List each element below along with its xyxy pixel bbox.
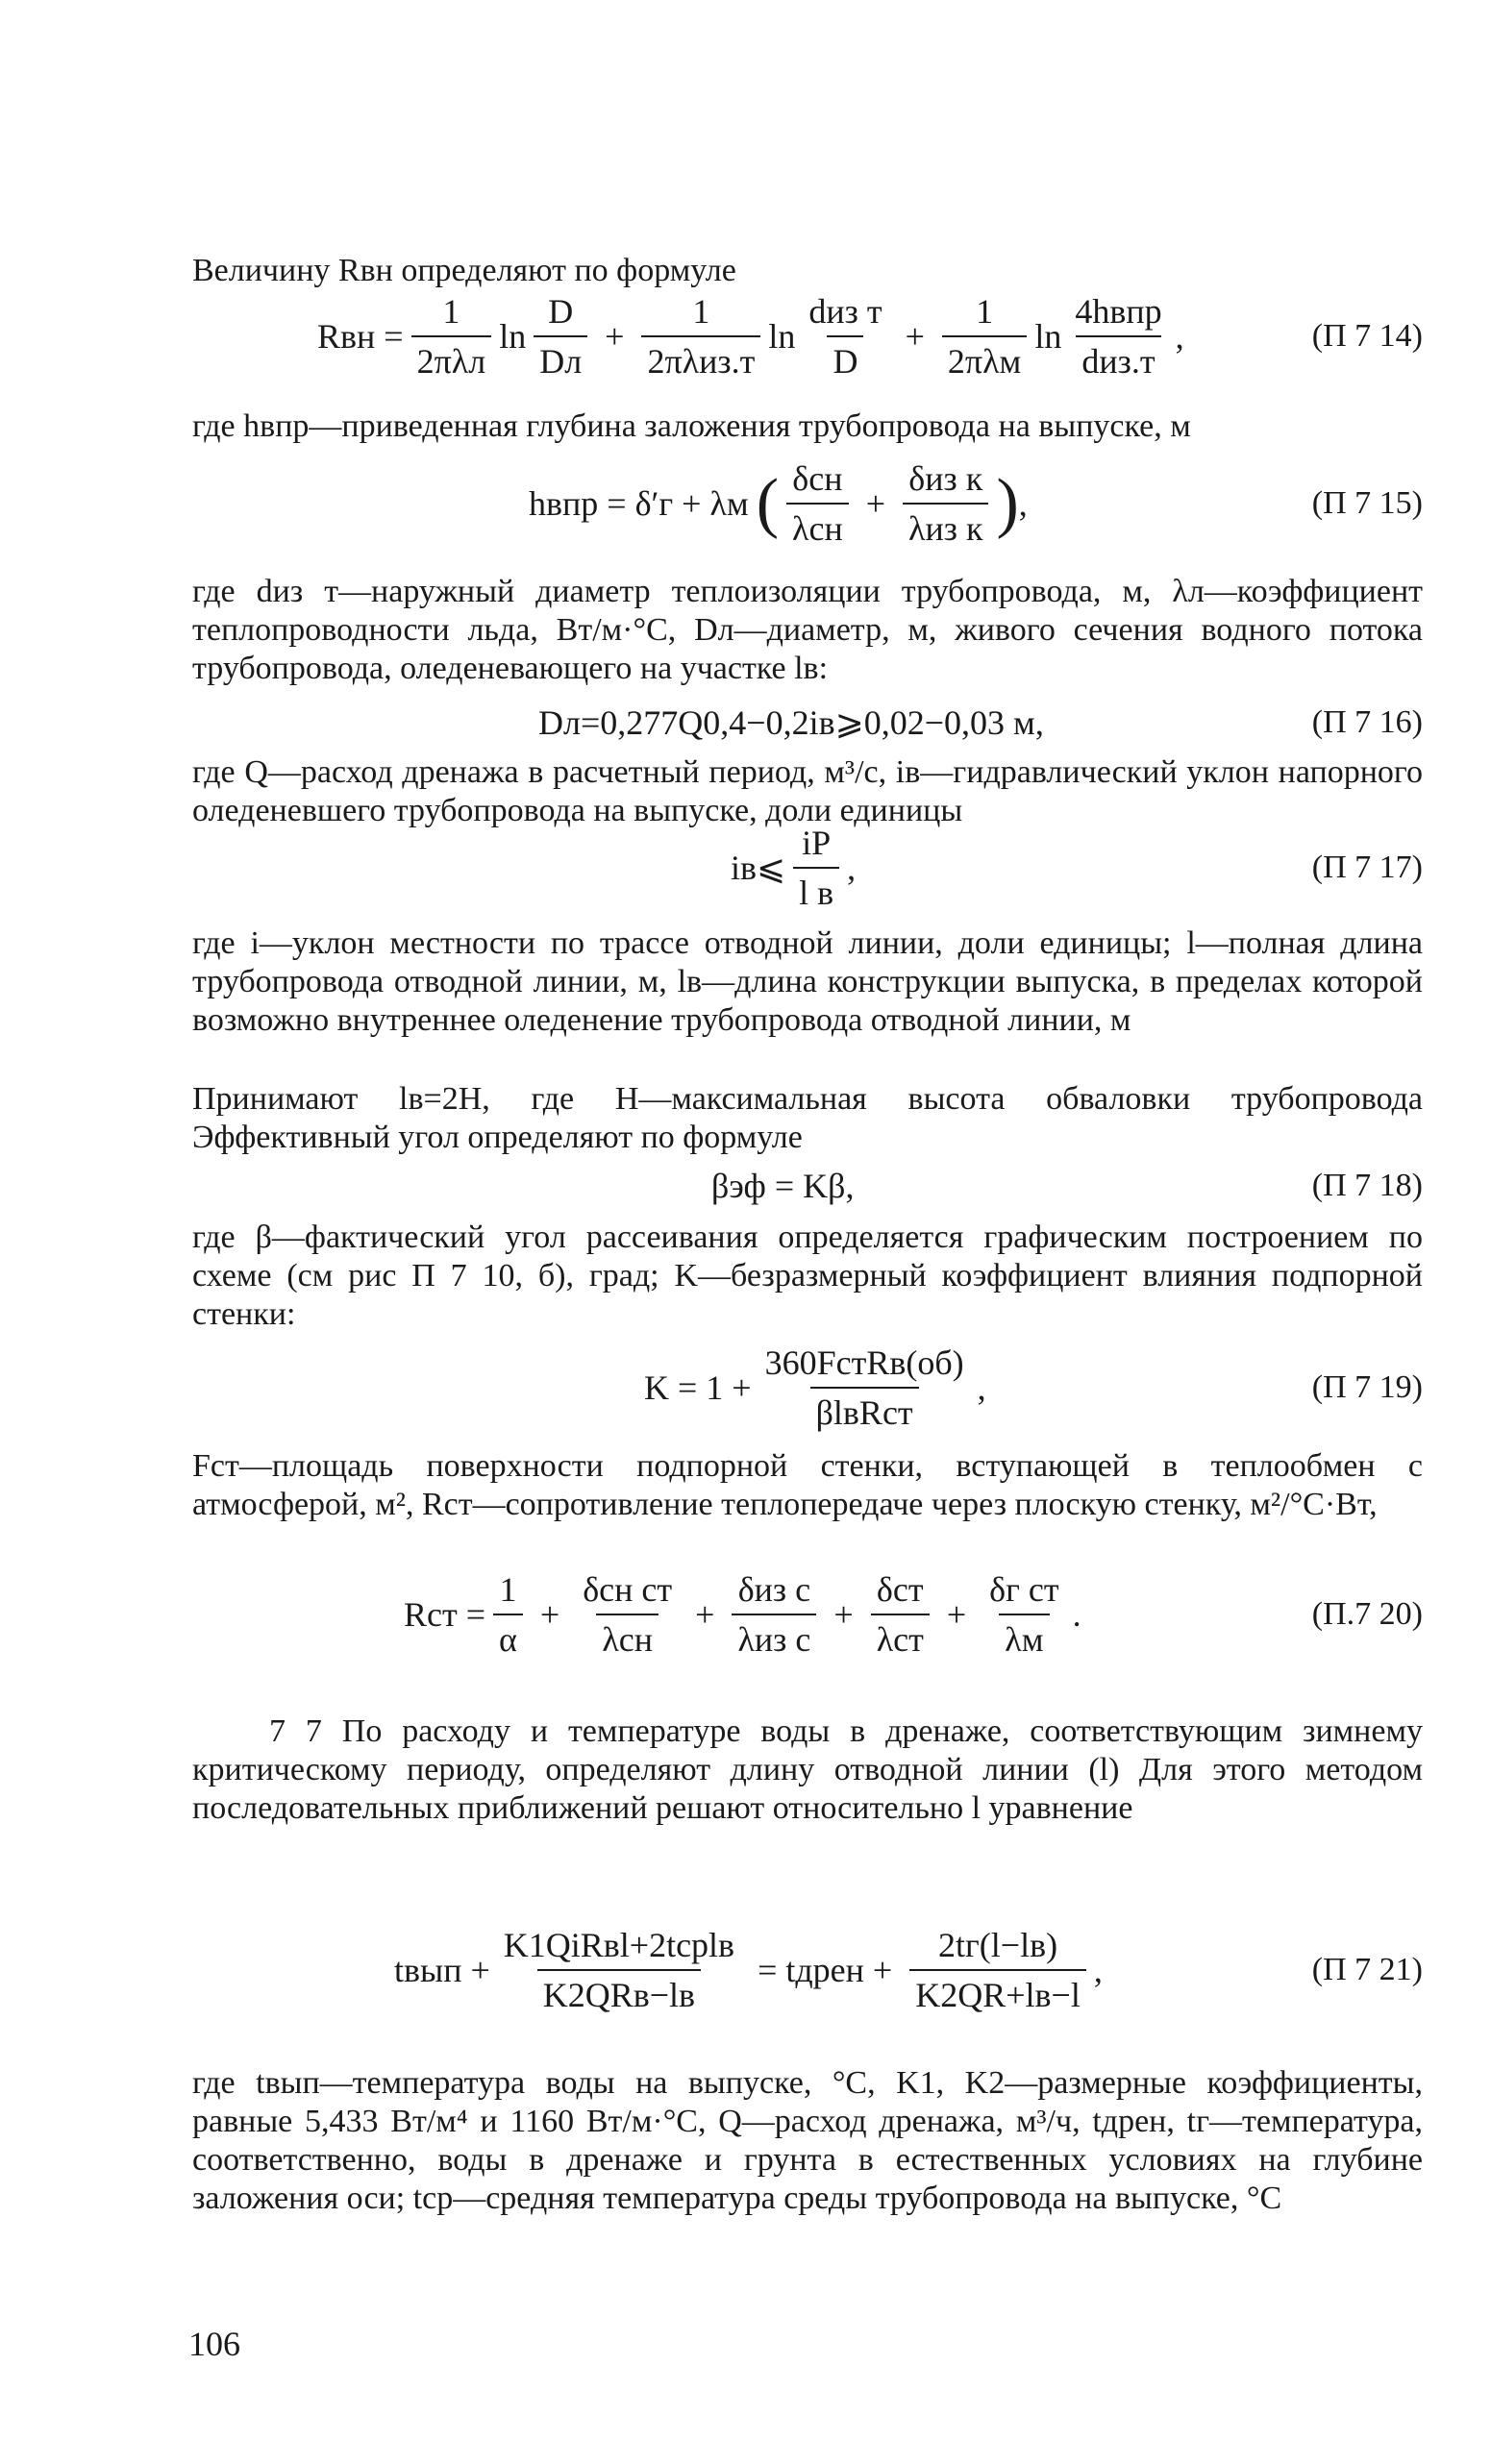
- paragraph-outlet-temperature: где tвып—температура воды на выпуске, °С, K1, K2—размерные коэффициенты, равные 5,433 Вт/м⁴ и 1160 Вт/м·°С, Q—расход дренажа, м³/ч, tдрен, tг—температура, соответственно, воды в дренаже и грунта в естественных условиях на глубине заложения оси; tср—средняя температура среды трубопровода на выпуске, °С: [192, 2065, 1423, 2216]
- fraction: $\frac{\text{K1QiRвl+2tсрlв}}{\text{K2QRв−lв}}$: [503, 1926, 735, 2014]
- ln-operator: ln: [1034, 317, 1062, 356]
- formula-p7-17-expression: [731, 815, 856, 921]
- paragraph-intro: Величину Rвн определяют по формуле: [192, 253, 736, 288]
- fraction: $\frac{1}{\text{2πλм}}$: [942, 291, 1027, 382]
- formula-lhs: iв⩽: [731, 849, 786, 887]
- ln-operator: ln: [499, 317, 527, 356]
- formula-p7-21: [192, 1912, 1423, 2028]
- plus-operator: +: [605, 317, 625, 356]
- fraction: $\frac{iP}{\text{l в}}$: [793, 823, 839, 913]
- formula-p7-16: [192, 696, 1423, 750]
- paragraph-angle: где β—фактический угол рассеивания определяется графическим построением по схеме (см рис П 7 10, б), град; K—безразмерный коэффициент влияния подпорной стенки:: [192, 1220, 1423, 1332]
- formula-p7-19-expression: [644, 1330, 986, 1445]
- right-paren: ): [996, 466, 1019, 540]
- formula-p7-21-expression: [394, 1912, 1103, 2028]
- formula-p7-16-expression: Dл=0,277Q0,4−0,2iв⩾0,02−0,03 м,: [538, 703, 1044, 742]
- formula-tail: ,: [1175, 317, 1184, 356]
- fraction: $\frac{\text{δиз к}}{\text{λиз к}}$: [903, 458, 988, 549]
- formula-tail: ,: [977, 1368, 986, 1407]
- fraction: $\frac{\text{δсн}}{\text{λсн}}$: [786, 458, 849, 549]
- plus-operator: +: [833, 1595, 854, 1634]
- fraction: $\frac{1}{\text{2πλиз.т}}$: [641, 291, 760, 382]
- formula-p7-17: [192, 815, 1423, 921]
- formula-p7-18: [192, 1159, 1423, 1213]
- plus-operator: +: [946, 1595, 967, 1634]
- fraction: $\frac{1}{\text{2πλл}}$: [411, 291, 492, 382]
- plus-operator: +: [905, 317, 925, 356]
- formula-p7-20: [192, 1557, 1423, 1672]
- formula-number: (П 7 16): [1311, 704, 1423, 740]
- formula-lhs: hвпр = δ′г + λм: [529, 484, 749, 523]
- paragraph-diameter: где dиз т—наружный диаметр теплоизоляции трубопровода, м, λл—коэффициент теплопроводности льда, Вт/м·°С, Dл—диаметр, м, живого сечения водного потока трубопровода, оледеневающего на участке lв:: [192, 574, 1423, 686]
- fraction: $\frac{1}{\alpha}$: [493, 1569, 523, 1660]
- formula-number: (П.7 20): [1311, 1596, 1423, 1632]
- paragraph-hpr: где hвпр—приведенная глубина заложения трубопровода на выпуске, м: [192, 408, 1191, 444]
- formula-lhs: K = 1 +: [644, 1368, 752, 1407]
- paragraph-section-7-7: 7 7 По расходу и температуре воды в дренаже, соответствующим зимнему критическому периоду, определяют длину отводной линии (l) Для этого методом последовательных приближений решают относительно l уравнение: [192, 1713, 1423, 1826]
- fraction: $\frac{\text{4hвпр}}{\text{dиз.т}}$: [1075, 292, 1162, 381]
- formula-tail: .: [1072, 1595, 1081, 1634]
- formula-p7-18-expression: βэф = Kβ,: [711, 1167, 855, 1205]
- plus-operator: +: [539, 1595, 560, 1634]
- fraction: $\frac{\text{δст}}{\text{λст}}$: [871, 1569, 930, 1660]
- paragraph-wall-area: Fст—площадь поверхности подпорной стенки, вступающей в теплообмен с атмосферой, м², Rст—сопротивление теплопередаче через плоскую стенку, м²/°С·Вт,: [192, 1448, 1423, 1522]
- formula-tail: ,: [847, 849, 857, 887]
- formula-number: (П 7 15): [1311, 485, 1423, 521]
- fraction: $\frac{\text{δг ст}}{\lambda м}$: [989, 1570, 1059, 1659]
- fraction: $\frac{\text{dиз т}}{D}$: [808, 292, 882, 381]
- equals-operator: = tдрен +: [758, 1951, 893, 1989]
- fraction: $\frac{\text{δиз с}}{\text{λиз с}}$: [732, 1569, 816, 1660]
- formula-lhs: tвып +: [394, 1951, 490, 1989]
- ln-operator: ln: [768, 317, 796, 356]
- formula-p7-19: [192, 1330, 1423, 1445]
- formula-p7-20-expression: [404, 1557, 1081, 1672]
- plus-operator: +: [695, 1595, 715, 1634]
- formula-tail: ,: [1093, 1951, 1103, 1989]
- page-number: 106: [188, 2325, 240, 2363]
- plus-operator: +: [865, 484, 886, 523]
- formula-tail: ,: [1018, 484, 1028, 523]
- formula-p7-14-expression: [317, 279, 1184, 394]
- paragraph-discharge: где Q—расход дренажа в расчетный период, м³/с, iв—гидравлический уклон напорного оледеневшего трубопровода на выпуске, доли единицы: [192, 754, 1423, 828]
- formula-lhs: Rст =: [404, 1595, 486, 1634]
- left-paren: (: [756, 466, 780, 540]
- formula-number: (П 7 14): [1311, 318, 1423, 354]
- formula-lhs: Rвн =: [317, 317, 404, 356]
- formula-p7-15: [192, 446, 1423, 561]
- formula-number: (П 7 18): [1311, 1168, 1423, 1203]
- paragraph-height: Принимают lв=2H, где H—максимальная высота обваловки трубопровода Эффективный угол определяют по формуле: [192, 1081, 1423, 1155]
- formula-number: (П 7 19): [1311, 1369, 1423, 1405]
- fraction: $\frac{\text{360FстRв(об)}}{\text{βlвRст}}$: [764, 1343, 964, 1432]
- formula-number: (П 7 21): [1311, 1952, 1423, 1987]
- paragraph-slope: где i—уклон местности по трассе отводной линии, доли единицы; l—полная длина трубопровода отводной линии, м, lв—длина конструкции выпуска, в пределах которой возможно внутреннее оледенение трубопровода отводной линии, м: [192, 925, 1423, 1038]
- formula-p7-14: [192, 279, 1423, 394]
- formula-p7-15-expression: [529, 446, 1028, 561]
- formula-number: (П 7 17): [1311, 850, 1423, 885]
- fraction: $\frac{D}{Dл}$: [534, 291, 587, 382]
- fraction: $\frac{\text{δсн ст}}{\text{λсн}}$: [583, 1570, 673, 1659]
- fraction: $\frac{2tг(l-lв)}{K2QR+lв-l}$: [909, 1925, 1086, 2015]
